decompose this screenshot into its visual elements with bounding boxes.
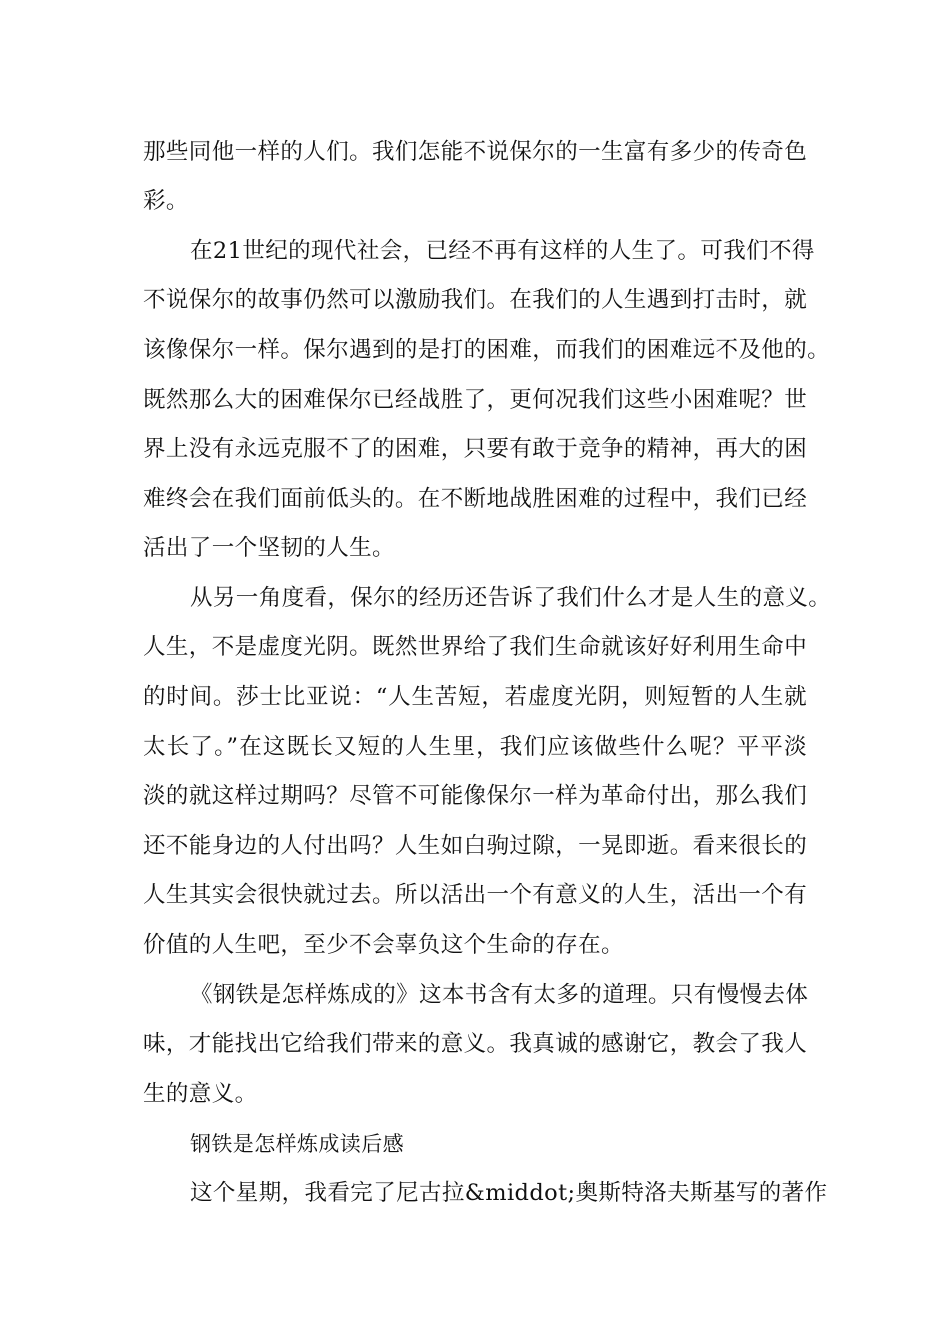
- text-line: 活出了一个坚韧的人生。: [143, 535, 395, 561]
- paragraph-first-line: 从另一角度看，保尔的经历还告诉了我们什么才是人生的意义。: [190, 585, 832, 611]
- text-line: 味，才能找出它给我们带来的意义。我真诚的感谢它，教会了我人: [143, 1031, 808, 1057]
- text-line: 难终会在我们面前低头的。在不断地战胜困难的过程中，我们已经: [143, 486, 808, 512]
- text-line: 界上没有永远克服不了的困难，只要有敢于竞争的精神，再大的困: [143, 436, 808, 462]
- text-line: 太长了。”在这既长又短的人生里，我们应该做些什么呢？平平淡: [143, 734, 807, 760]
- paragraph-first-line: 在21世纪的现代社会，已经不再有这样的人生了。可我们不得: [190, 238, 815, 264]
- section-heading: 钢铁是怎样炼成读后感: [190, 1132, 404, 1156]
- text-line: 该像保尔一样。保尔遇到的是打的困难，而我们的困难远不及他的。: [143, 337, 831, 363]
- text-line: 人生其实会很快就过去。所以活出一个有意义的人生，活出一个有: [143, 882, 808, 908]
- text-line: 既然那么大的困难保尔已经战胜了，更何况我们这些小困难呢？世: [143, 387, 808, 413]
- text-line: 还不能身边的人付出吗？人生如白驹过隙，一晃即逝。看来很长的: [143, 833, 808, 859]
- text-line: 价值的人生吧，至少不会辜负这个生命的存在。: [143, 932, 624, 958]
- paragraph-first-line: 这个星期，我看完了尼古拉&middot;奥斯特洛夫斯基写的著作: [190, 1180, 828, 1206]
- paragraph-first-line: 《钢铁是怎样炼成的》这本书含有太多的道理。只有慢慢去体: [190, 982, 809, 1008]
- text-line: 的时间。莎士比亚说：“人生苦短，若虚度光阴，则短暂的人生就: [143, 684, 807, 710]
- text-line: 不说保尔的故事仍然可以激励我们。在我们的人生遇到打击时，就: [143, 287, 808, 313]
- text-line: 人生，不是虚度光阴。既然世界给了我们生命就该好好利用生命中: [143, 634, 808, 660]
- text-line: 淡的就这样过期吗？尽管不可能像保尔一样为革命付出，那么我们: [143, 783, 808, 809]
- text-line: 彩。: [143, 188, 189, 214]
- text-line: 生的意义。: [143, 1081, 258, 1107]
- text-line: 那些同他一样的人们。我们怎能不说保尔的一生富有多少的传奇色: [143, 139, 808, 165]
